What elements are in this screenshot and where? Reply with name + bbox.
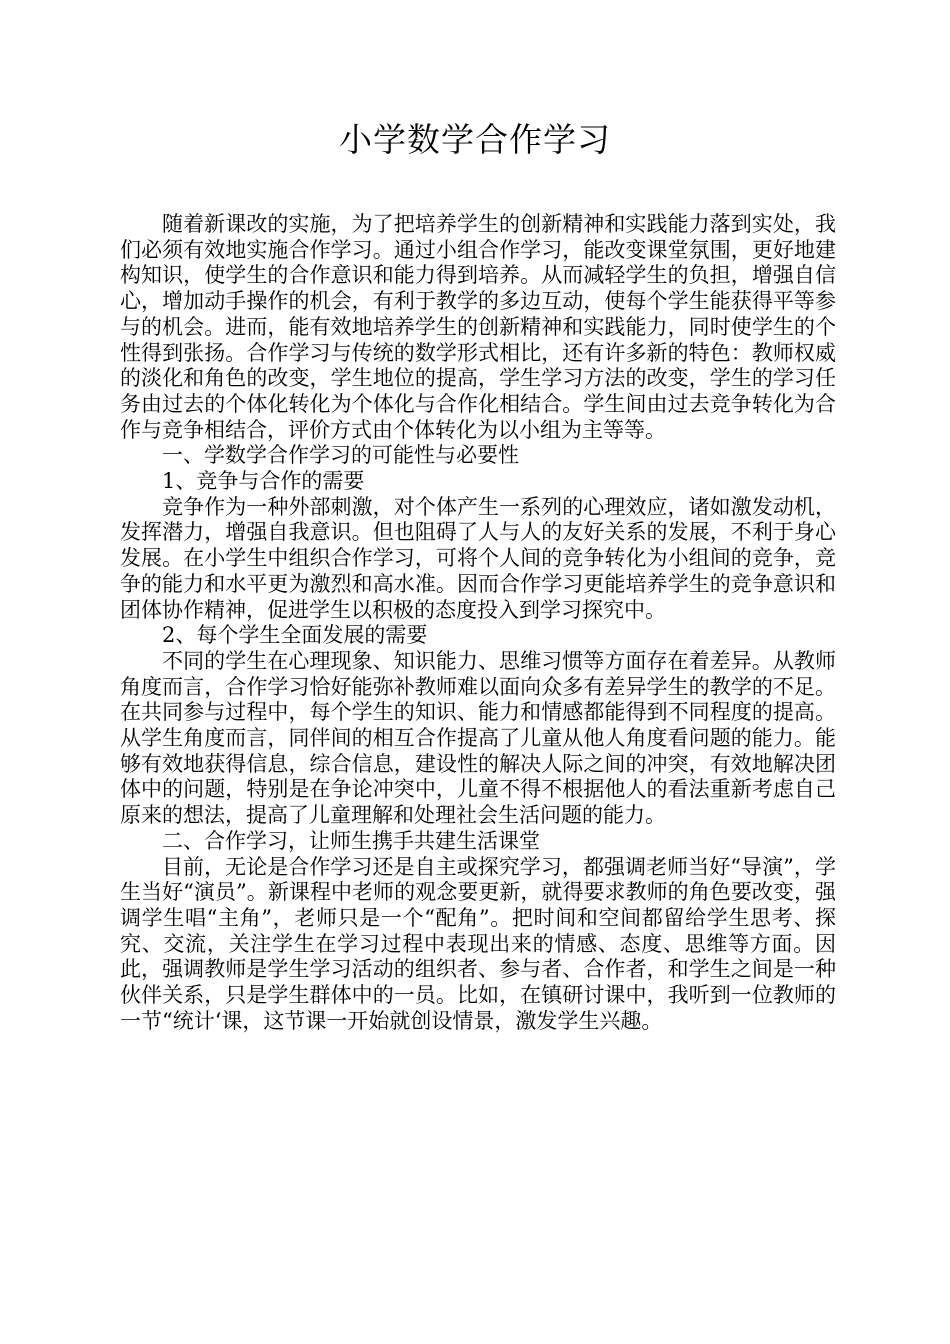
document-body <box>120 212 836 1035</box>
document-title: 小学数学合作学习 <box>339 120 611 159</box>
intro-paragraph: 随着新课改的实施，为了把培养学生的创新精神和实践能力落到实处，我们必须有效地实施合作学习。通过小组合作学习，能改变课堂氛围，更好地建构知识，使学生的合作意识和能力得到培养。从而减轻学生的负担，增强自信心，增加动手操作的机会，有利于教学的多边互动，使每个学生能获得平等参与的机会。进而，能有效地培养学生的创新精神和实践能力，同时使学生的个性得到张扬。合作学习与传统的数学形式相比，还有许多新的特色：教师权威的淡化和角色的改变，学生地位的提高，学生学习方法的改变，学生的学习任务由过去的个体化转化为个体化与合作化相结合。学生间由过去竞争转化为合作与竞争相结合，评价方式由个体转化为以小组为主等等。 <box>120 212 836 442</box>
section-heading-2: 二、合作学习，让师生携手共建生活课堂 <box>162 828 540 853</box>
body-paragraph: 竞争作为一种外部刺激，对个体产生一系列的心理效应，诸如激发动机，发挥潜力，增强自我意识。但也阻碍了人与人的友好关系的发展，不利于身心发展。在小学生中组织合作学习，可将个人间的竞争转化为小组间的竞争，竞争的能力和水平更为激烈和高水准。因而合作学习更能培养学生的竞争意识和团体协作精神，促进学生以积极的态度投入到学习探究中。 <box>120 494 836 622</box>
section-heading-1: 一、学数学合作学习的可能性与必要性 <box>162 443 519 468</box>
body-paragraph: 目前，无论是合作学习还是自主或探究学习，都强调老师当好“导演”，学生当好“演员”。新课程中老师的观念要更新，就得要求教师的角色要改变，强调学生唱“主角”，老师只是一个“配角”。把时间和空间都留给学生思考、探究、交流，关注学生在学习过程中表现出来的情感、态度、思维等方面。因此，强调教师是学生学习活动的组织者、参与者、合作者，和学生之间是一种伙伴关系，只是学生群体中的一员。比如，在镇研讨课中，我听到一位教师的一节“统计‘课，这节课一开始就创设情景，激发学生兴趣。 <box>120 854 836 1033</box>
body-paragraph: 不同的学生在心理现象、知识能力、思维习惯等方面存在着差异。从教师角度而言，合作学习恰好能弥补教师难以面向众多有差异学生的教学的不足。在共同参与过程中，每个学生的知识、能力和情感都能得到不同程度的提高。从学生角度而言，同伴间的相互合作提高了儿童从他人角度看问题的能力。能够有效地获得信息，综合信息，建设性的解决人际之间的冲突，有效地解决团体中的问题，特别是在争论冲突中，儿童不得不根据他人的看法重新考虑自己原来的想法，提高了儿童理解和处理社会生活问题的能力。 <box>120 648 836 828</box>
subsection-heading-1: 1、竞争与合作的需要 <box>162 469 365 494</box>
subsection-heading-2: 2、每个学生全面发展的需要 <box>162 623 428 648</box>
